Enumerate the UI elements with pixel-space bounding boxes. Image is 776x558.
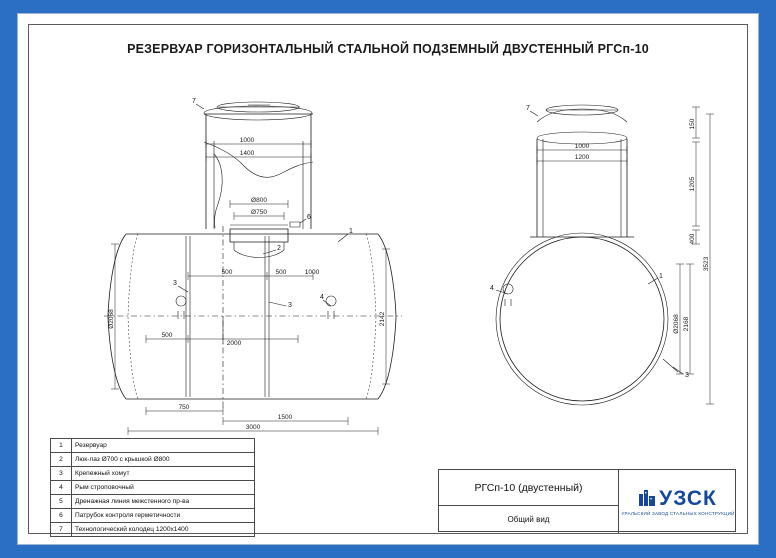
dim-well-outer: 1400 bbox=[239, 150, 255, 157]
legend-label: Патрубок контроля герметичности bbox=[72, 509, 255, 523]
legend-label: Резервуар bbox=[72, 439, 255, 453]
dim-well-inner: 1000 bbox=[239, 137, 255, 144]
dim-side-well-outer: 1200 bbox=[574, 154, 590, 161]
dim-hatch-inner: Ø750 bbox=[251, 209, 267, 216]
dim-2000: 2000 bbox=[226, 340, 242, 347]
callout-4-side: 4 bbox=[490, 285, 494, 292]
callout-3-front-right: 3 bbox=[288, 302, 292, 309]
dim-150: 150 bbox=[689, 118, 696, 130]
table-row bbox=[51, 467, 255, 481]
dim-hatch-outer: Ø800 bbox=[251, 197, 267, 204]
dim-3523: 3523 bbox=[703, 256, 710, 272]
legend-index: 4 bbox=[51, 481, 72, 495]
drawing-sheet bbox=[18, 14, 758, 544]
callout-2-front: 2 bbox=[277, 245, 281, 252]
legend-label: Люк-лаз Ø700 с крышкой Ø800 bbox=[72, 453, 255, 467]
page-title: РЕЗЕРВУАР ГОРИЗОНТАЛЬНЫЙ СТАЛЬНОЙ ПОДЗЕМНЫЙ ДВУСТЕННЫЙ РГСп-10 bbox=[127, 42, 649, 56]
legend-table bbox=[50, 438, 255, 537]
callout-3-front-left: 3 bbox=[173, 280, 177, 287]
front-dimensions bbox=[108, 137, 390, 435]
callout-4-front: 4 bbox=[320, 294, 324, 301]
front-tank bbox=[104, 222, 402, 409]
legend-label: Крепежный хомут bbox=[72, 467, 255, 481]
dim-400: 400 bbox=[689, 233, 696, 245]
legend-index: 5 bbox=[51, 495, 72, 509]
legend-index: 6 bbox=[51, 509, 72, 523]
dim-1205: 1205 bbox=[689, 176, 696, 192]
callout-6-front: 6 bbox=[307, 214, 311, 221]
legend-label: Рым строповочный bbox=[72, 481, 255, 495]
logo-text: УЗСК bbox=[659, 486, 717, 510]
dim-diameter-2068: Ø2068 bbox=[108, 309, 115, 329]
table-row bbox=[51, 481, 255, 495]
table-row bbox=[51, 439, 255, 453]
factory-icon bbox=[639, 488, 656, 508]
table-row bbox=[51, 523, 255, 537]
dim-side-well-inner: 1000 bbox=[574, 143, 590, 150]
callout-7-front: 7 bbox=[192, 98, 196, 105]
dim-500-left: 500 bbox=[221, 269, 233, 276]
legend-label: Дренажная линия межстенного пр-ва bbox=[72, 495, 255, 509]
callout-7-side: 7 bbox=[526, 105, 530, 112]
legend-index: 7 bbox=[51, 523, 72, 537]
side-dimensions bbox=[537, 107, 714, 404]
legend-index: 3 bbox=[51, 467, 72, 481]
dim-1000: 1000 bbox=[304, 269, 320, 276]
dim-750: 750 bbox=[178, 404, 190, 411]
legend-label: Технологический колодец 1200х1400 bbox=[72, 523, 255, 537]
dim-1500: 1500 bbox=[277, 414, 293, 421]
dim-2168-side: 2168 bbox=[683, 316, 690, 332]
dim-bottom-500: 500 bbox=[161, 332, 173, 339]
logo-subtitle: УРАЛЬСКИЙ ЗАВОД СТАЛЬНЫХ КОНСТРУКЦИЙ bbox=[621, 510, 735, 516]
product-name: РГСп-10 (двустенный) bbox=[439, 470, 619, 506]
company-logo bbox=[619, 470, 737, 533]
side-callouts bbox=[490, 105, 689, 379]
legend-index: 1 bbox=[51, 439, 72, 453]
dim-2068-side: Ø2068 bbox=[673, 314, 680, 334]
view-name: Общий вид bbox=[439, 506, 619, 533]
title-block bbox=[438, 469, 736, 532]
callout-3-side: 3 bbox=[685, 372, 689, 379]
callout-1-front: 1 bbox=[349, 228, 353, 235]
legend-index: 2 bbox=[51, 453, 72, 467]
dim-height-2142: 2142 bbox=[379, 311, 386, 327]
callout-1-side: 1 bbox=[659, 273, 663, 280]
table-row bbox=[51, 509, 255, 523]
dim-500-right: 500 bbox=[275, 269, 287, 276]
dim-3000: 3000 bbox=[245, 424, 261, 431]
table-row bbox=[51, 453, 255, 467]
table-row bbox=[51, 495, 255, 509]
